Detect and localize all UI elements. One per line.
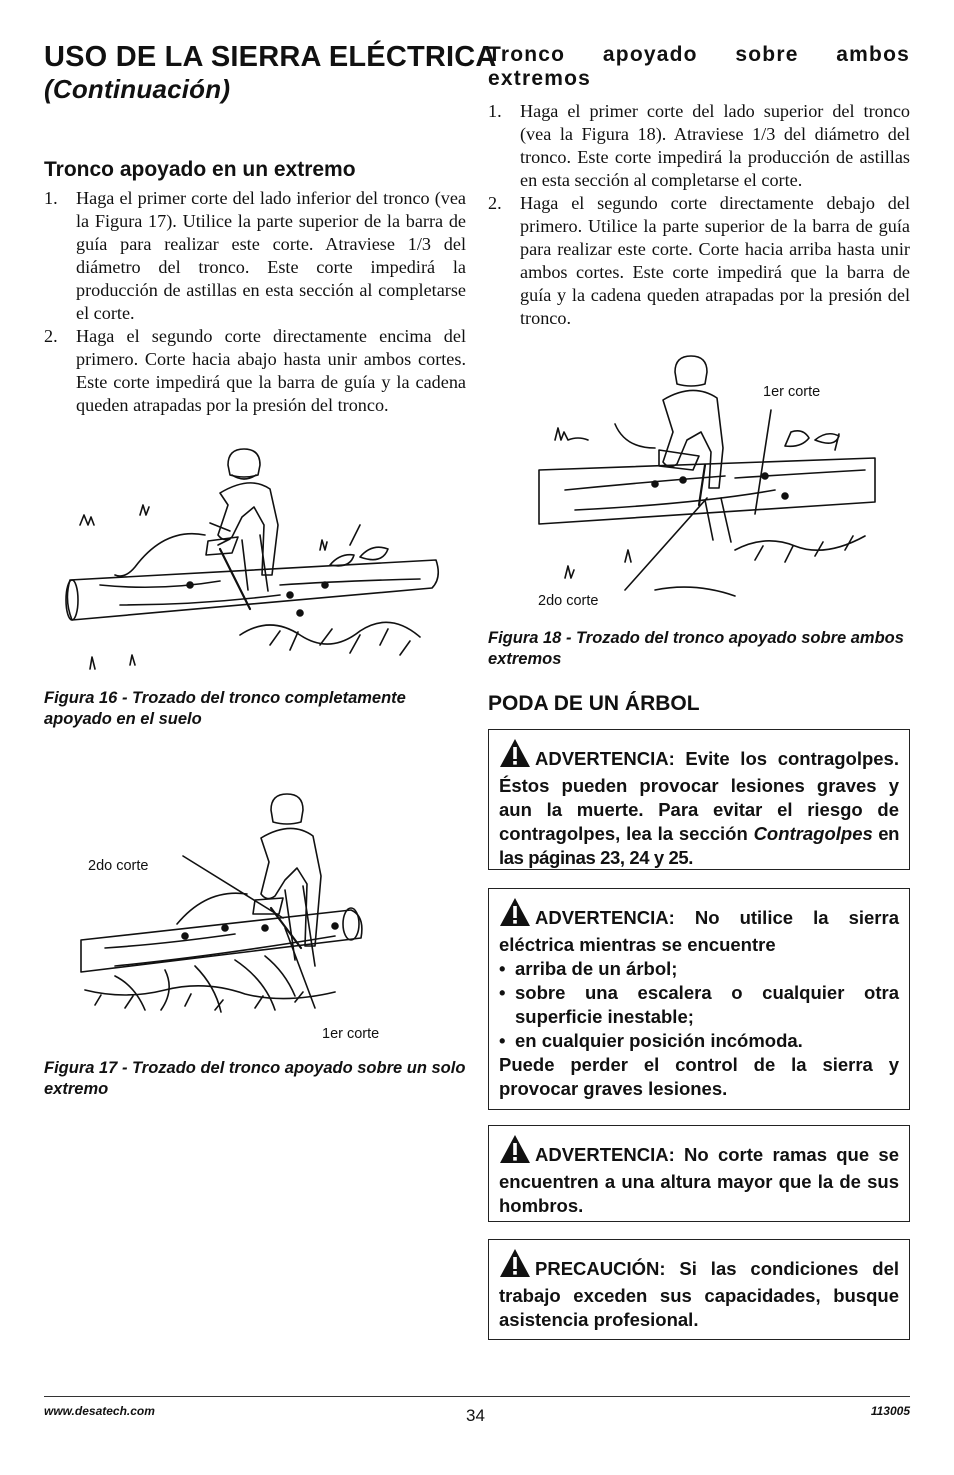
list-item: 1. Haga el primer corte del lado superior del tronco (vea la Figura 18). Atraviese 1/3 del diámetro del tronco. Este corte impedirá la producción de astillas en esta sección al completarse el corte. [488,101,910,190]
caution-box: PRECAUCIÓN: Si las condiciones del trabajo exceden sus capacidades, busque asistencia profesional. [488,1239,910,1340]
warning-icon [499,897,531,933]
page-subtitle: (Continuación) [44,74,231,104]
figure-17-caption: Figura 17 - Trozado del tronco apoyado sobre un solo extremo [44,1059,466,1098]
section-heading-both-ends: Tronco apoyado sobre ambos extremos [488,43,910,90]
warning-icon [499,1248,531,1284]
page-title [44,40,497,104]
figure-18-label-second-cut: 2do corte [538,593,599,609]
document-code: 113005 [870,1404,910,1418]
page-number: 34 [466,1406,485,1425]
figure-18-label-first-cut: 1er corte [763,384,821,400]
warning-icon [499,1134,531,1170]
section-heading-one-end: Tronco apoyado en un extremo [44,158,356,181]
list-item: • en cualquier posición incómoda. [499,1029,899,1053]
warning-box-kickback: ADVERTENCIA: Evite los contragolpes. Éstos pueden provocar lesiones graves y aun la muerte. Para evitar el riesgo de contragolpes, lea la sección Contragolpes en las páginas 23, 24 y 25. [488,729,910,870]
figure-18-caption: Figura 18 - Trozado del tronco apoyado sobre ambos extremos [488,629,904,668]
figure-17-label-first-cut: 1er corte [322,1026,380,1042]
figure-17-label-second-cut: 2do corte [88,858,149,874]
list-item: • sobre una escalera o cualquier otra superficie inestable; [499,981,899,1029]
steps-both-ends [488,100,910,330]
section-heading-tree-pruning: PODA DE UN ÁRBOL [488,692,700,715]
warning-box-unstable-position: ADVERTENCIA: No utilice la sierra eléctrica mientras se encuentre • arriba de un árbol; • sobre una escalera o cualquier otra superficie inestable; • en cualquier posición incómoda. Puede perder el control de la sierra y provocar graves lesiones. [488,888,910,1110]
figure-18-illustration [535,350,880,610]
list-item: • arriba de un árbol; [499,957,899,981]
figure-17-illustration [75,790,375,1020]
warning-box-branch-height: ADVERTENCIA: No corte ramas que se encuentren a una altura mayor que la de sus hombros. [488,1125,910,1222]
page-title-main: USO DE LA SIERRA ELÉCTRICA [44,41,497,73]
list-item: 2. Haga el segundo corte directamente debajo del primero. Utilice la parte superior de la barra de guía para realizar este corte. Corte hacia arriba hasta unir ambos cortes. Este corte impedirá que la barra de guía y la cadena queden atrapadas por la presión del tronco. [488,193,910,328]
list-item: 1. Haga el primer corte del lado inferior del tronco (vea la Figura 17). Utilice la parte superior de la barra de guía para realizar este corte. Atraviese 1/3 del diámetro del tronco. Este corte impedirá la producción de astillas en esta sección al completarse el corte. [44,188,466,323]
footer-divider [44,1396,910,1397]
steps-one-end [44,187,466,417]
figure-16-illustration [60,445,450,680]
figure-16-caption: Figura 16 - Trozado del tronco completamente apoyado en el suelo [44,689,406,728]
warning-icon [499,738,531,774]
list-item: 2. Haga el segundo corte directamente encima del primero. Corte hacia abajo hasta unir ambos cortes. Este corte impedirá que la barra de guía y la cadena queden atrapadas por la presión del tronco. [44,326,466,415]
footer-url[interactable]: www.desatech.com [44,1404,155,1418]
